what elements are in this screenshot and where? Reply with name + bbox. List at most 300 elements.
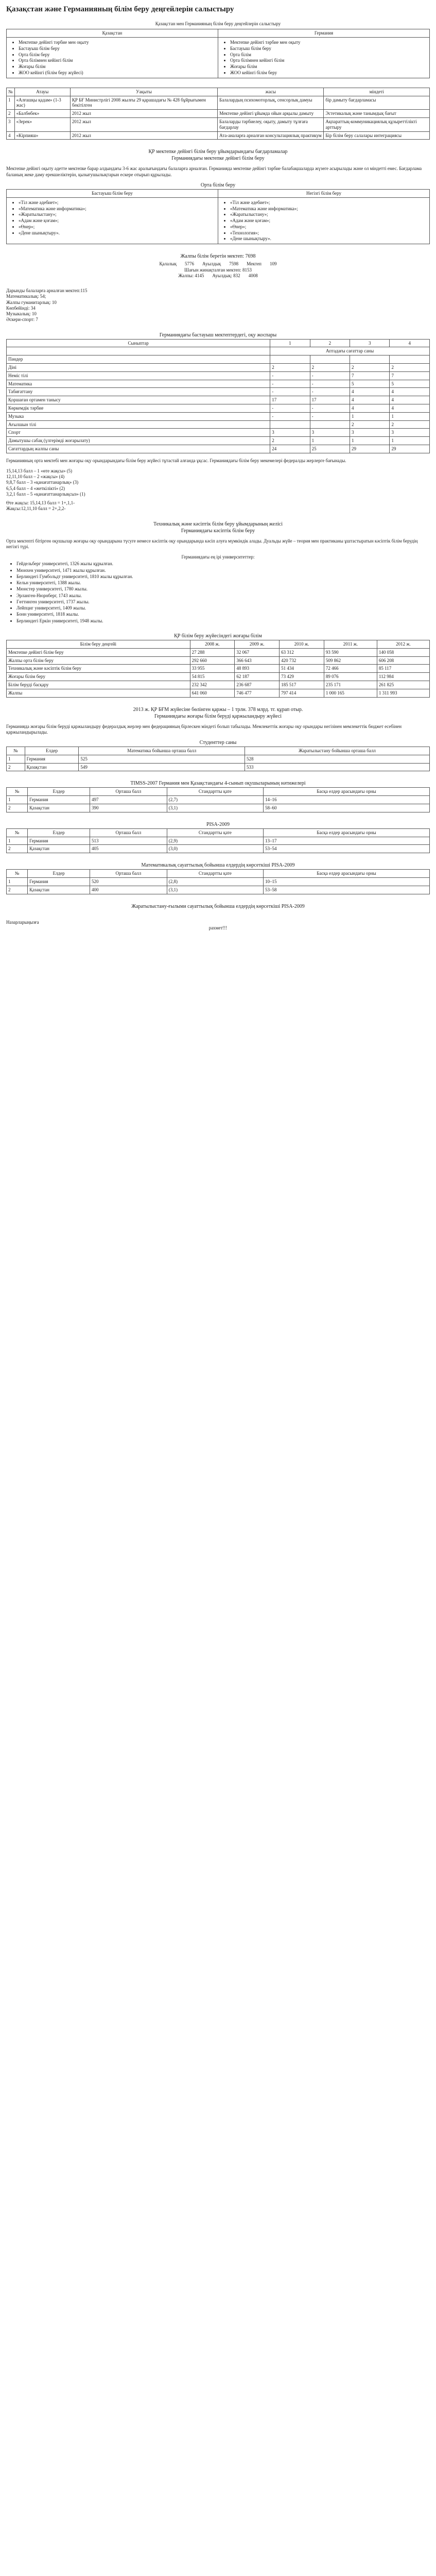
table-cell: -	[310, 371, 350, 380]
table-header-cell: №	[7, 788, 28, 796]
table-cell: 641 060	[190, 689, 235, 697]
table-cell: 140 058	[377, 648, 429, 656]
list-item: • «Өнер»;	[230, 224, 428, 230]
table-cell: 4	[390, 404, 430, 412]
table-cell: 2	[390, 420, 430, 429]
table-cell	[310, 355, 350, 364]
table-cell: Германия	[25, 755, 79, 763]
table-cell: 89 076	[324, 673, 377, 681]
table-cell	[7, 347, 270, 355]
schools-line3	[6, 273, 430, 279]
compare-kz-item: • Мектепке дейінгі тәрбие мен оқыту	[19, 40, 216, 45]
table-cell: 4	[350, 388, 390, 396]
table-cell: -	[310, 388, 350, 396]
table-cell: Бір білім беру салалары интеграциясы	[324, 131, 430, 140]
schools-line3-item: Ауылдық: 832	[212, 273, 240, 278]
table-cell: 53–54	[263, 845, 429, 853]
table-header-cell: Сыныптар	[7, 339, 270, 347]
list-item: • «Өнер»;	[19, 224, 216, 230]
math-table	[6, 869, 430, 894]
list-item: • Мюнхен университеті, 1471 жылы құрылған.	[16, 568, 430, 573]
table-cell: (2,7)	[167, 796, 263, 804]
table-header-cell: №	[7, 870, 28, 878]
compare-kz-item: • ЖОО кейінгі (білім беру жүйесі)	[19, 70, 216, 76]
compare-de-item: • Орта білімнен кейінгі білім	[230, 58, 428, 63]
table-header-cell: 2011 ж.	[324, 640, 377, 648]
table-cell: 4	[390, 388, 430, 396]
schools-stat-label: Қалалық	[159, 261, 177, 267]
table-cell: 2	[270, 437, 310, 445]
table-cell: Мектепке дейінгі ұйымда ойын арқылы дамыту	[218, 110, 324, 118]
table-cell: Пәндер	[7, 355, 270, 364]
heading-pisa: PISA-2009	[206, 821, 230, 827]
schools-line2: Шағын жинақталған мектеп: 8153	[184, 267, 252, 273]
heading-math: Математикалық сауаттылық бойынша елдердің көрсеткіші PISA-2009	[141, 862, 295, 869]
table-cell	[270, 420, 310, 429]
table-cell: Ата-аналарға арналған консультациялық практикум	[218, 131, 324, 140]
table-cell: 232 342	[190, 681, 235, 689]
table-header-cell: Жаратылыстану бойынша орташа балл	[245, 747, 430, 755]
table-cell: 27 288	[190, 648, 235, 656]
table-cell: Германия	[28, 837, 90, 845]
table-cell: 112 984	[377, 673, 429, 681]
table-cell: Жалпы	[7, 689, 190, 697]
table-cell: 62 187	[235, 673, 280, 681]
table-cell: 1	[350, 412, 390, 420]
table-row	[7, 396, 430, 404]
table-cell: Германия	[28, 877, 90, 886]
table-cell: -	[310, 404, 350, 412]
table-cell: 1	[7, 796, 28, 804]
table-cell: 520	[90, 877, 167, 886]
table-cell: Ағылшын тілі	[7, 420, 270, 429]
table-cell: 29	[390, 445, 430, 453]
table-cell: 533	[245, 763, 430, 771]
table-cell: 292 660	[190, 656, 235, 665]
table-cell: 497	[90, 796, 167, 804]
table-cell	[270, 355, 310, 364]
list-item: • Кельн университеті, 1388 жылы.	[16, 580, 430, 586]
table-cell: 17	[310, 396, 350, 404]
table-cell: 513	[90, 837, 167, 845]
table-cell: Ақпараттық-коммуникациялық құзыреттілікті арттыру	[324, 118, 430, 132]
table-cell: 400	[90, 886, 167, 894]
list-item: • Гейдельберг университеті, 1326 жылы құрылған.	[16, 561, 430, 567]
table-cell: 3	[7, 118, 15, 132]
table-cell: 2	[7, 804, 28, 812]
table-cell: 3	[310, 429, 350, 437]
table-cell: 1	[350, 437, 390, 445]
table-cell: Техникалық және кәсіптік білім беру	[7, 665, 190, 673]
list-item: • «Адам және қоғам»;	[19, 218, 216, 224]
table-cell: 2	[310, 363, 350, 371]
list-item: Көпбейінді: 34	[6, 305, 36, 311]
table-row	[7, 886, 430, 894]
table-cell: 366 643	[235, 656, 280, 665]
table-header-cell: №	[7, 828, 28, 837]
page-title: Қазақстан және Германияның білім беру деңгейлерін салыстыру	[6, 5, 234, 13]
stages-header-cell: міндеті	[324, 88, 430, 96]
table-row	[7, 763, 430, 771]
table-cell: 73 429	[280, 673, 324, 681]
table-cell: 1	[7, 877, 28, 886]
heading-schools: Жалпы білім беретін мектеп: 7698	[180, 253, 256, 260]
table-cell: «Алғашқы қадам» (1-3 жас)	[14, 96, 70, 110]
table-row	[7, 412, 430, 420]
compare-kz-cell	[7, 38, 218, 78]
table-header-cell: Басқа елдер арасындағы орны	[263, 870, 429, 878]
table-cell: 25	[310, 445, 350, 453]
table-row	[7, 755, 430, 763]
table-cell: 2012 жыл	[70, 131, 217, 140]
table-cell: Қазақстан	[28, 886, 90, 894]
table-header-cell: Орташа балл	[90, 870, 167, 878]
list-item: 9,8,7 балл – 3 «қанағаттанарлық» (3)	[6, 480, 79, 485]
higher-table	[6, 640, 430, 698]
table-cell: Германия	[28, 796, 90, 804]
compare-kz-item: • Жоғары білім	[19, 64, 216, 70]
list-item: • Эрланген-Нюрнберг, 1743 жылы.	[16, 593, 430, 599]
list-item: • Мюнстер университеті, 1780 жылы.	[16, 586, 430, 592]
list-item: Дарынды балаларға арналған мектеп:115	[6, 288, 88, 294]
compare-kz-item: • Орта білім беру	[19, 52, 216, 58]
list-item: Жақсы:12,11,10 балл = 2+,2,2-	[6, 506, 66, 512]
list-item: 3,2,1 балл – 5 «қанағаттанарлықсыз» (1)	[6, 491, 85, 497]
table-cell: -	[310, 380, 350, 388]
table-cell: 7	[350, 371, 390, 380]
table-row	[7, 648, 430, 656]
table-header-cell: 2012 ж.	[377, 640, 429, 648]
table-cell: 1 000 165	[324, 689, 377, 697]
table-cell: 63 312	[280, 648, 324, 656]
table-row	[7, 388, 430, 396]
table-cell: 405	[90, 845, 167, 853]
list-item: • «Математика және информатика»;	[230, 206, 428, 212]
table-cell: Спорт	[7, 429, 270, 437]
table-cell: (2,8)	[167, 877, 263, 886]
table-row	[7, 673, 430, 681]
compare-table	[6, 29, 430, 78]
heading-students: Студенттер саны	[199, 740, 237, 746]
table-row	[7, 355, 430, 364]
table-header-cell: 1	[270, 339, 310, 347]
compare-kz-item: • Орта білімнен кейінгі білім	[19, 58, 216, 63]
table-row	[7, 420, 430, 429]
paragraph-budget: Германияда жоғары білім беруді қаржыландыру федералдық жерлер мен федерацияның бірлескен міндеті болып табылады. Мемлекеттік жоғары оқу орындары негізінен мемлекеттік бюджет есебінен қаржыландырылады.	[6, 723, 402, 735]
compare-kz-item: • Бастауыш білім беру	[19, 46, 216, 52]
table-cell: 236 687	[235, 681, 280, 689]
list-item: Жалпы гуманитарлық: 10	[6, 299, 57, 305]
table-cell: Табиғаттану	[7, 388, 270, 396]
table-row	[7, 404, 430, 412]
table-cell: Мектепке дейінгі білім беру	[7, 648, 190, 656]
table-cell: Музыка	[7, 412, 270, 420]
table-cell: 33 955	[190, 665, 235, 673]
heading-hours: Германиядағы бастауыш мектептердегі, оқу жоспары	[159, 332, 277, 338]
table-cell: -	[270, 388, 310, 396]
table-cell: 4	[350, 396, 390, 404]
table-cell: 58–60	[263, 804, 429, 812]
table-cell: 2	[7, 763, 25, 771]
table-row	[7, 845, 430, 853]
table-cell: 54 815	[190, 673, 235, 681]
table-cell: (3,1)	[167, 886, 263, 894]
table-cell: Математика	[7, 380, 270, 388]
table-cell: 3	[390, 429, 430, 437]
table-cell: Жалпы орта білім беру	[7, 656, 190, 665]
table-cell: 420 732	[280, 656, 324, 665]
heading-uni-de: Германиядағы ең ірі университеттер:	[181, 554, 255, 560]
table-cell: 1	[310, 437, 350, 445]
compare-de-item: • Мектепке дейінгі тәрбие мен оқыту	[230, 40, 428, 45]
table-cell: -	[270, 371, 310, 380]
table-cell: 261 825	[377, 681, 429, 689]
table-cell	[390, 355, 430, 364]
compare-col-kz: Қазақстан	[7, 29, 218, 38]
list-item: • Лейпциг университеті, 1409 жылы.	[16, 605, 430, 611]
stages-header-cell: №	[7, 88, 15, 96]
heading-timss: TIMSS-2007 Германия мен Қазақстандағы 4-сынып оқушыларының нәтижелері	[130, 781, 306, 787]
heading-budget2: Германиядағы жоғары білім беруді қаржыландыру жүйесі	[154, 713, 282, 719]
paragraph-preschool: Мектепке дейінгі оқыту әдетте мектепке барар алдындағы 3-6 жас аралығындағы балаларға арналған. Германияда мектепке дейінгі тәрбие балабақшаларда жүзеге асырылады және ол міндетті емес. Бағдарлама баланың жеке даму ерекшеліктерін, қызығушылықтарын ескере отырып құрылады.	[6, 166, 422, 177]
table-header-cell: Елдер	[28, 828, 90, 837]
table-cell: -	[270, 380, 310, 388]
compare-de-item: • Орта білім	[230, 52, 428, 58]
table-cell: «Зерек»	[14, 118, 70, 132]
paragraph-hours: Германияның орта мектебі мен жоғары оқу орындарындағы білім беру жүйесі тұтастай алғанда ұқсас. Германиядағы білім беру мекемелері федералды жерлерге бағынады.	[6, 457, 346, 463]
table-cell: 390	[90, 804, 167, 812]
table-cell: 24	[270, 445, 310, 453]
table-header-cell: Елдер	[28, 788, 90, 796]
table-cell: 746 477	[235, 689, 280, 697]
table-cell: Қазақстан	[28, 804, 90, 812]
hours-notes	[6, 468, 430, 497]
heading-preschool-de: Германиядағы мектепке дейінгі білім беру	[171, 156, 265, 162]
table-cell: 1	[7, 837, 28, 845]
table-cell: (2,9)	[167, 837, 263, 845]
table-cell: 797 414	[280, 689, 324, 697]
table-header-cell: Білім беру деңгейі	[7, 640, 190, 648]
table-cell: Сағаттардың жалпы саны	[7, 445, 270, 453]
list-item: • «Дене шынықтыру».	[230, 236, 428, 242]
hours-subheader: Аптадағы сағаттар саны	[270, 347, 430, 355]
table-cell: 2012 жыл	[70, 118, 217, 132]
table-cell: 1	[7, 755, 25, 763]
list-item: • «Дене шынықтыру».	[19, 230, 216, 236]
list-item: • «Технология»;	[230, 230, 428, 236]
primary-kz-cell	[7, 197, 218, 244]
table-cell: 17	[270, 396, 310, 404]
stages-header-cell: Атауы	[14, 88, 70, 96]
table-cell: 4	[350, 404, 390, 412]
table-cell: -	[270, 404, 310, 412]
compare-de-item: • Бастауыш білім беру	[230, 46, 428, 52]
schools-stat-label: Мектеп	[247, 261, 262, 267]
table-cell: (3,0)	[167, 845, 263, 853]
table-cell: ҚР БҒ Министрлігі 2008 жылғы 29 қарашадағы № 428 бұйрығымен бекітілген	[70, 96, 217, 110]
table-row	[7, 131, 430, 140]
table-cell: -	[270, 412, 310, 420]
table-cell: 2	[270, 363, 310, 371]
list-item: Әскери-спорт: 7	[6, 317, 38, 323]
stages-table	[6, 88, 430, 140]
table-cell: 32 067	[235, 648, 280, 656]
heading-higher: ҚР білім беру жүйесіндегі жоғары білім	[174, 633, 262, 639]
table-cell: Қоршаған ортамен танысу	[7, 396, 270, 404]
list-item: • Берлиндегі Еркін университеті, 1948 жылы.	[16, 618, 430, 624]
table-cell: 606 208	[377, 656, 429, 665]
table-row	[7, 380, 430, 388]
primary-kz-title: Бастауыш білім беру	[7, 189, 218, 197]
list-item: • «Жаратылыстану»;	[230, 212, 428, 217]
table-cell: Жоғары білім беру	[7, 673, 190, 681]
table-cell: 85 117	[377, 665, 429, 673]
table-cell: Эстетикалық және танымдық бағыт	[324, 110, 430, 118]
schools-stats	[6, 261, 430, 267]
table-cell: 4	[7, 131, 15, 140]
heading-budget: 2013 ж. ҚР БҒМ жүйесіне бөлінген қаржы – 1 трлн. 378 млрд. тг. құрап отыр.	[133, 706, 303, 713]
universities-list	[11, 561, 430, 624]
table-cell: бір дамыту бағдарламасы	[324, 96, 430, 110]
table-cell: 2	[350, 363, 390, 371]
compare-table-title: Қазақстан мен Германияның білім беру деңгейлерін салыстыру	[155, 21, 281, 26]
schools-stat-value: 109	[270, 261, 277, 267]
table-cell: 4	[390, 396, 430, 404]
table-cell: 1	[390, 412, 430, 420]
table-header-cell: Стандартты қате	[167, 828, 263, 837]
list-item: • «Тіл және әдебиет»;	[230, 200, 428, 206]
heading-tech-de: Германиядағы кәсіптік білім беру	[181, 528, 255, 534]
schools-stat-value: 5776	[185, 261, 195, 267]
table-cell: 53–58	[263, 886, 429, 894]
table-row	[7, 689, 430, 697]
table-row	[7, 656, 430, 665]
footer-left: Назарларыңызға	[6, 919, 39, 925]
table-cell: 2	[7, 110, 15, 118]
table-cell: 2	[7, 886, 28, 894]
table-cell: 235 171	[324, 681, 377, 689]
table-cell: 525	[79, 755, 245, 763]
table-cell: Балалардың психомоторлық, сенсорлық дамуы	[218, 96, 324, 110]
table-cell: 72 466	[324, 665, 377, 673]
table-cell	[310, 420, 350, 429]
table-header-cell: 2008 ж.	[190, 640, 235, 648]
list-item: • Бонн университеті, 1818 жылы.	[16, 612, 430, 617]
table-row	[7, 796, 430, 804]
pisa-table	[6, 828, 430, 853]
table-header-cell: Басқа елдер арасындағы орны	[263, 828, 429, 837]
compare-de-cell	[218, 38, 430, 78]
table-cell: 10–15	[263, 877, 429, 886]
table-row	[7, 363, 430, 371]
table-cell	[350, 355, 390, 364]
table-cell: Қазақстан	[28, 845, 90, 853]
table-cell: 2	[7, 845, 28, 853]
list-item: Математикалық: 54;	[6, 294, 46, 299]
table-cell: Көркемдік тәрбие	[7, 404, 270, 412]
list-item: • «Математика және информатика»;	[19, 206, 216, 212]
table-cell: 1 311 993	[377, 689, 429, 697]
heading-science: Жаратылыстану-ғылыми сауаттылық бойынша елдердің көрсеткіші PISA-2009	[131, 903, 305, 909]
table-cell: Қазақстан	[25, 763, 79, 771]
students-table	[6, 747, 430, 771]
table-header-cell: 2	[310, 339, 350, 347]
table-cell: 549	[79, 763, 245, 771]
table-row	[7, 437, 430, 445]
table-row	[7, 445, 430, 453]
table-cell: 29	[350, 445, 390, 453]
list-item: 6,5,4 балл – 4 «жеткілікті» (2)	[6, 485, 65, 491]
table-cell: 2012 жыл	[70, 110, 217, 118]
table-row	[7, 429, 430, 437]
list-item: • Гөттинген университеті, 1737 жылы.	[16, 599, 430, 605]
table-cell: 3	[350, 429, 390, 437]
table-cell: 51 434	[280, 665, 324, 673]
table-header-cell: Орташа балл	[90, 788, 167, 796]
table-row	[7, 96, 430, 110]
compare-de-item: • Жоғары білім	[230, 64, 428, 70]
compare-de-item: • ЖОО кейінгі білім беру	[230, 70, 428, 76]
table-cell: 509 862	[324, 656, 377, 665]
table-row	[7, 118, 430, 132]
list-item: 15,14,13 балл – 1 «өте жақсы» (5)	[6, 468, 73, 473]
primary-de-cell	[218, 197, 430, 244]
table-cell: Білім беруді басқару	[7, 681, 190, 689]
table-cell: (3,1)	[167, 804, 263, 812]
table-row	[7, 837, 430, 845]
table-header-cell: №	[7, 747, 25, 755]
table-cell: 2	[390, 363, 430, 371]
table-header-cell: Стандартты қате	[167, 788, 263, 796]
table-header-cell: Математика бойынша орташа балл	[79, 747, 245, 755]
table-cell: Неміс тілі	[7, 371, 270, 380]
table-header-cell: Елдер	[25, 747, 79, 755]
table-cell: 13–17	[263, 837, 429, 845]
table-cell: Діні	[7, 363, 270, 371]
list-item: • Берлиндегі Гумбольдт университеті, 1810 жылы құрылған.	[16, 574, 430, 580]
table-header-cell: Стандартты қате	[167, 870, 263, 878]
hours-notes2	[6, 500, 430, 512]
table-row	[7, 877, 430, 886]
schools-line3-item: Жалпы: 4145	[178, 273, 204, 278]
list-item: 12,11,10 балл – 2 «жақсы» (4)	[6, 474, 65, 480]
table-cell: «Кірпияш»	[14, 131, 70, 140]
table-cell: Дамытушы сабақ (үлгерімді жоғарылату)	[7, 437, 270, 445]
table-cell: 2	[350, 420, 390, 429]
table-cell: 185 517	[280, 681, 324, 689]
table-cell: 5	[390, 380, 430, 388]
table-header-cell: 2010 ж.	[280, 640, 324, 648]
list-item: • «Тіл және әдебиет»;	[19, 200, 216, 206]
stages-header-cell: жасы	[218, 88, 324, 96]
paragraph-tech: Орта мектепті бітірген оқушылар жоғары оқу орындарына түсуге немесе кәсіптік оқу орындарында кәсіп алуға мүмкіндік алады. Дуальды жүйе – теория мен практиканы ұштастыратын кәсіптік білім берудің негізгі түрі.	[6, 538, 418, 549]
compare-col-de: Германия	[218, 29, 430, 38]
schools-stat-label: Ауылдық	[202, 261, 221, 267]
list-item: • «Жаратылыстану»;	[19, 212, 216, 217]
table-cell: Балаларды тәрбиелеу, оқыту, дамыту тұлғаға бағдарлау	[218, 118, 324, 132]
table-cell: 1	[390, 437, 430, 445]
table-header-cell: Басқа елдер арасындағы орны	[263, 788, 429, 796]
stages-header-cell: Уақыты	[70, 88, 217, 96]
table-cell: 5	[350, 380, 390, 388]
table-row	[7, 681, 430, 689]
table-cell: 3	[270, 429, 310, 437]
heading-preschool: ҚР мектепке дейінгі білім беру ұйымдарындағы бағдарламалар	[148, 149, 288, 155]
table-cell: -	[310, 412, 350, 420]
heading-primary: Орта білім беру	[200, 182, 236, 188]
primary-de-title: Негізгі білім беру	[218, 189, 430, 197]
table-row	[7, 110, 430, 118]
